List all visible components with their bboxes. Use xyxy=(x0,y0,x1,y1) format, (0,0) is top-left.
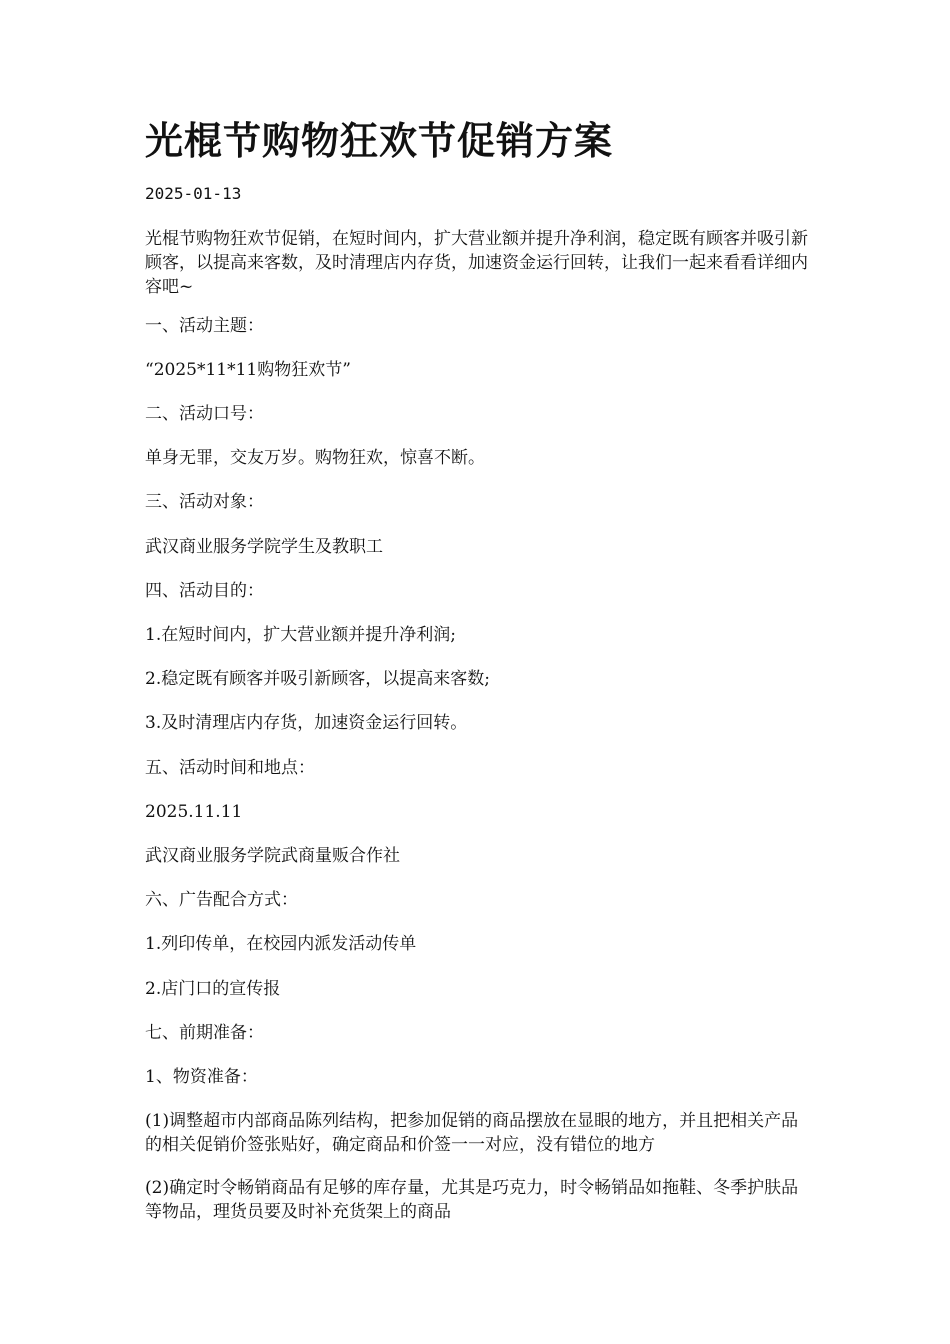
section-heading-time-place: 五、活动时间和地点： xyxy=(145,758,315,778)
event-date-text: 2025.11.11 xyxy=(145,802,243,822)
section-heading-advertising: 六、广告配合方式： xyxy=(145,890,298,910)
materials-item-1: (1)调整超市内部商品陈列结构，把参加促销的商品摆放在显眼的地方，并且把相关产品的相关促销价签张贴好，确定商品和价签一一对应，没有错位的地方 xyxy=(145,1111,799,1155)
theme-text: “2025*11*11购物狂欢节” xyxy=(145,360,351,380)
audience-text: 武汉商业服务学院学生及教职工 xyxy=(145,537,383,557)
materials-item-2: (2)确定时令畅销商品有足够的库存量，尤其是巧克力，时令畅销品如拖鞋、冬季护肤品等物品，理货员要及时补充货架上的商品 xyxy=(145,1178,799,1222)
section-heading-preparation: 七、前期准备： xyxy=(145,1023,264,1043)
goal-item-3: 3.及时清理店内存货，加速资金运行回转。 xyxy=(145,713,468,733)
goal-item-1: 1.在短时间内，扩大营业额并提升净利润; xyxy=(145,625,456,645)
section-heading-theme: 一、活动主题： xyxy=(145,316,264,336)
document-date: 2025-01-13 xyxy=(145,184,242,203)
slogan-text: 单身无罪，交友万岁。购物狂欢，惊喜不断。 xyxy=(145,448,485,468)
goal-item-2: 2.稳定既有顾客并吸引新顾客，以提高来客数; xyxy=(145,669,490,689)
event-place-text: 武汉商业服务学院武商量贩合作社 xyxy=(145,846,400,866)
section-heading-goals: 四、活动目的： xyxy=(145,581,264,601)
section-heading-audience: 三、活动对象： xyxy=(145,492,264,512)
section-heading-slogan: 二、活动口号： xyxy=(145,404,264,424)
advertising-item-2: 2.店门口的宣传报 xyxy=(145,979,281,999)
advertising-item-1: 1.列印传单，在校园内派发活动传单 xyxy=(145,934,417,954)
subsection-heading-materials: 1、物资准备： xyxy=(145,1067,258,1087)
document-title: 光棍节购物狂欢节促销方案 xyxy=(145,118,614,163)
intro-paragraph: 光棍节购物狂欢节促销，在短时间内，扩大营业额并提升净利润，稳定既有顾客并吸引新顾客，以提高来客数，及时清理店内存货，加速资金运行回转，让我们一起来看看详细内容吧~ xyxy=(145,229,808,297)
